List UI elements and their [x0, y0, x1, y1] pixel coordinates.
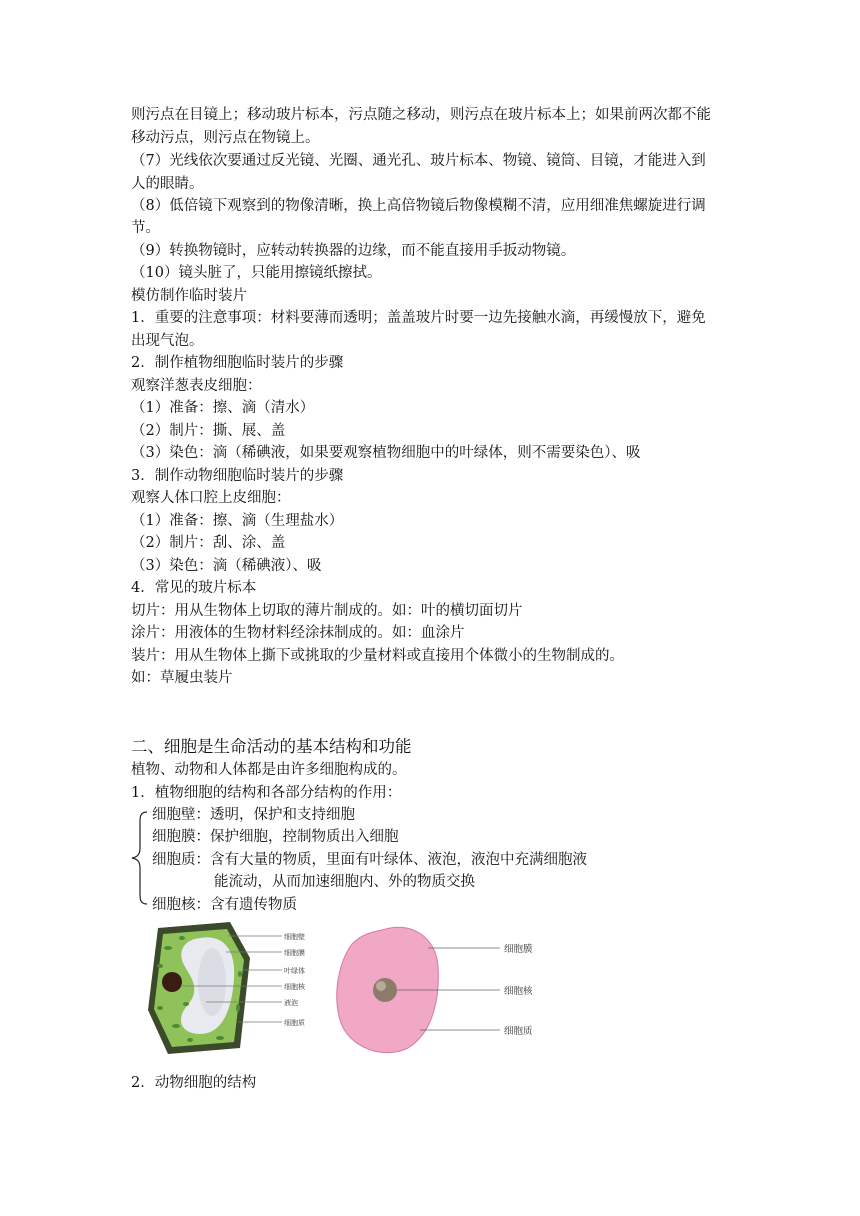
- text-line: 3．制作动物细胞临时装片的步骤: [131, 468, 344, 484]
- cytoplasm-item-continued: 能流动，从而加速细胞内、外的物质交换: [214, 874, 475, 890]
- text-line: 出现气泡。: [131, 333, 204, 349]
- cell-membrane-item: 细胞膜：保护细胞，控制物质出入细胞: [152, 829, 399, 845]
- text-line: 1．植物细胞的结构和各部分结构的作用：: [131, 785, 402, 801]
- label-animal-membrane: 细胞膜: [504, 944, 533, 955]
- label-cell-membrane: 细胞膜: [284, 949, 305, 957]
- text-line: 4．常见的玻片标本: [131, 580, 257, 596]
- cytoplasm-item: 细胞质：含有大量的物质，里面有叶绿体、液泡，液泡中充满细胞液: [152, 852, 587, 868]
- label-animal-nucleus: 细胞核: [504, 986, 533, 997]
- label-cell-wall: 细胞壁: [284, 933, 305, 941]
- label-cytoplasm: 细胞质: [284, 1019, 305, 1027]
- text-line: 1．重要的注意事项：材料要薄而透明；盖盖玻片时要一边先接触水滴，再缓慢放下，避免: [131, 310, 706, 326]
- text-line: 装片：用从生物体上撕下或挑取的少量材料或直接用个体微小的生物制成的。: [131, 648, 624, 664]
- text-line: 切片：用从生物体上切取的薄片制成的。如：叶的横切面切片: [131, 603, 523, 619]
- subheading: 模仿制作临时装片: [131, 288, 247, 304]
- section-title: 二、细胞是生命活动的基本结构和功能: [131, 737, 412, 756]
- text-line: （2）制片：刮、涂、盖: [131, 535, 286, 551]
- text-line: （2）制片：撕、展、盖: [131, 423, 286, 439]
- text-line: 植物、动物和人体都是由许多细胞构成的。: [131, 762, 407, 778]
- text-line: 则污点在目镜上；移动玻片标本，污点随之移动，则污点在玻片标本上；如果前两次都不能: [131, 107, 711, 123]
- text-line: （3）染色：滴（稀碘液）、吸: [131, 558, 322, 574]
- text-line: 节。: [131, 220, 160, 236]
- text-line: 人的眼睛。: [131, 176, 204, 192]
- animal-cell-diagram: [330, 920, 550, 1060]
- text-line: （3）染色：滴（稀碘液，如果要观察植物细胞中的叶绿体，则不需要染色）、吸: [131, 445, 641, 461]
- text-line: 移动污点，则污点在物镜上。: [131, 130, 320, 146]
- text-line: （8）低倍镜下观察到的物像清晰，换上高倍物镜后物像模糊不清，应用细准焦螺旋进行调: [131, 198, 706, 214]
- label-vacuole: 液泡: [284, 999, 298, 1007]
- text-line: 观察洋葱表皮细胞：: [131, 378, 262, 394]
- text-line: 观察人体口腔上皮细胞：: [131, 490, 291, 506]
- curly-brace: [128, 808, 152, 908]
- nucleus: [162, 972, 182, 992]
- nucleus-item: 细胞核：含有遗传物质: [152, 897, 297, 913]
- text-line: 2．动物细胞的结构: [131, 1075, 257, 1091]
- label-animal-cytoplasm: 细胞质: [504, 1026, 533, 1037]
- label-nucleus: 细胞核: [284, 983, 305, 991]
- plant-cell-diagram: [130, 918, 330, 1060]
- cell-wall-item: 细胞壁：透明，保护和支持细胞: [152, 807, 355, 823]
- animal-nucleus: [373, 978, 397, 1002]
- text-line: 2．制作植物细胞临时装片的步骤: [131, 355, 344, 371]
- text-line: 如：草履虫装片: [131, 670, 233, 686]
- text-line: 涂片：用液体的生物材料经涂抹制成的。如：血涂片: [131, 625, 465, 641]
- text-line: （7）光线依次要通过反光镜、光圈、通光孔、玻片标本、物镜、镜筒、目镜，才能进入到: [131, 153, 706, 169]
- label-chloroplast: 叶绿体: [284, 967, 305, 975]
- text-line: （1）准备：擦、滴（生理盐水）: [131, 513, 344, 529]
- text-line: （9）转换物镜时，应转动转换器的边缘，而不能直接用手扳动物镜。: [131, 243, 576, 259]
- text-line: （1）准备：擦、滴（清水）: [131, 400, 315, 416]
- text-line: （10）镜头脏了，只能用擦镜纸擦拭。: [131, 265, 382, 281]
